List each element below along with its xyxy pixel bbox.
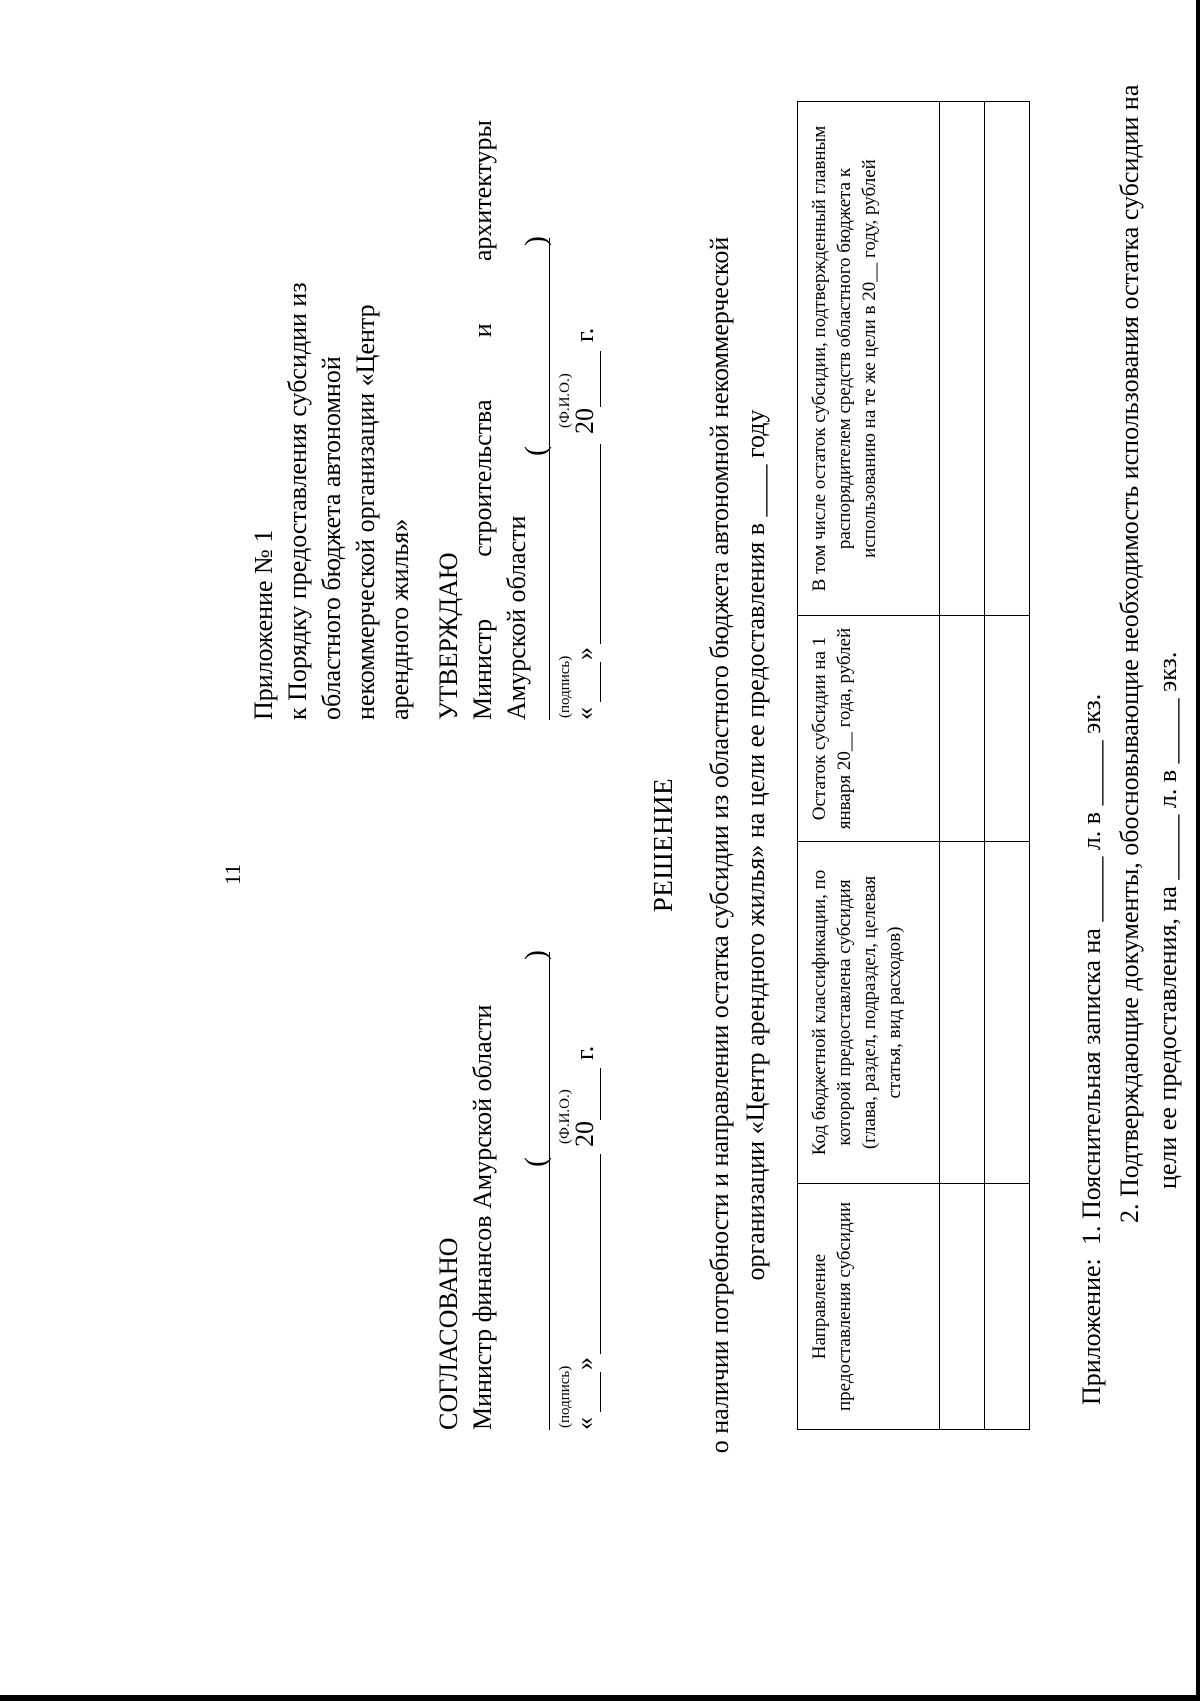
table-cell[interactable]	[985, 616, 1030, 842]
agreed-date-close: »	[570, 1357, 599, 1370]
approved-brace-close: )	[519, 236, 552, 246]
agreed-date-open: «	[570, 1417, 599, 1430]
scan-edge-bottom	[0, 1695, 1200, 1701]
approved-captions	[556, 120, 616, 720]
table-cell[interactable]	[985, 102, 1030, 616]
document-title: РЕШЕНИЕ	[648, 777, 678, 913]
agreed-heading: СОГЛАСОВАНО	[434, 1237, 463, 1430]
subsidy-table	[797, 101, 1030, 1430]
agreed-brace-open: (	[519, 1157, 552, 1167]
approved-heading: УТВЕРЖДАЮ	[434, 552, 463, 720]
annex-line: некоммерческой организации «Центр	[351, 304, 380, 720]
agreed-name-caption: (Ф.И.О.)	[557, 1089, 573, 1144]
appendix-block	[1074, 84, 1184, 1405]
approved-signature-caption: (подпись)	[557, 655, 573, 718]
approved-year-suffix: г.	[570, 327, 599, 342]
table-cell[interactable]	[940, 616, 985, 842]
column-header-balance: Остаток субсидии на 1 января 20__ года, рублей	[798, 616, 940, 842]
column-header-direction: Направление предоставления субсидии	[798, 1184, 940, 1430]
approved-date-open: «	[570, 707, 599, 720]
approved-date-close: »	[570, 647, 599, 660]
appendix-label: Приложение:	[1077, 1258, 1106, 1405]
table-cell[interactable]	[940, 1184, 985, 1430]
agreed-captions	[556, 910, 616, 1430]
table-header-row	[798, 102, 940, 1430]
column-header-confirmed-balance: В том числе остаток субсидии, подтвержденный главным распорядителем средств областного бюджета к использованию на те же цели в 20__ году, рублей	[798, 102, 940, 616]
table-row	[940, 102, 985, 1430]
approved-day-line	[600, 662, 601, 702]
rotated-page	[132, 84, 1182, 1590]
agreed-name-line	[549, 952, 550, 1152]
annex-reference	[247, 120, 417, 720]
appendix-item-1: 1. Пояснительная записка на _____ л. в _____ экз.	[1077, 693, 1106, 1245]
agreed-year-line	[600, 1068, 601, 1120]
approved-year-prefix: 20	[570, 408, 599, 434]
approved-brace-open: (	[519, 446, 552, 456]
annex-line: областного бюджета автономной	[317, 356, 346, 720]
approved-year-line	[600, 351, 601, 407]
table-cell[interactable]	[940, 102, 985, 616]
appendix-item-2-line2: цели ее предоставления, на _____ л. в _____ экз.	[1153, 651, 1182, 1189]
agreed-block	[432, 910, 552, 1430]
annex-line: Приложение № 1	[249, 529, 278, 720]
approved-position-line1: Министр строительства и архитектуры	[468, 120, 497, 720]
approved-month-line	[600, 444, 601, 644]
approved-signature-line	[549, 442, 550, 720]
agreed-position: Министр финансов Амурской области	[468, 1004, 497, 1430]
agreed-year-suffix: г.	[570, 1045, 599, 1060]
subtitle-line: организации «Центр арендного жилья» на цели ее предоставления в ____ году	[741, 409, 770, 1281]
approved-position-line2: Амурской области	[502, 515, 531, 720]
table-cell[interactable]	[985, 842, 1030, 1184]
approved-name-caption: (Ф.И.О.)	[557, 373, 573, 428]
agreed-signature-caption: (подпись)	[557, 1365, 573, 1428]
agreed-day-line	[600, 1372, 601, 1412]
page-number: 11	[220, 863, 245, 885]
agreed-year-prefix: 20	[570, 1121, 599, 1147]
subtitle-line: о наличии потребности и направлении остатка субсидии из областного бюджета автономной некоммерческой	[705, 236, 734, 1454]
approved-block	[432, 120, 552, 720]
table-cell[interactable]	[940, 842, 985, 1184]
agreed-month-line	[600, 1154, 601, 1354]
table-row	[985, 102, 1030, 1430]
document-subtitle	[702, 100, 774, 1590]
approved-name-line	[549, 238, 550, 442]
annex-line: арендного жилья»	[385, 518, 414, 720]
scan-edge-right	[1196, 0, 1200, 1701]
annex-line: к Порядку предоставления субсидии из	[283, 282, 312, 720]
appendix-item-2-line1: 2. Подтверждающие документы, обосновывающие необходимость использования остатка субсидии на	[1115, 84, 1144, 1223]
agreed-signature-line	[549, 1152, 550, 1430]
column-header-budget-code: Код бюджетной классификации, по которой предоставлена субсидия (глава, раздел, подраздел, целевая статья, вид расходов)	[798, 842, 940, 1184]
table-cell[interactable]	[985, 1184, 1030, 1430]
agreed-brace-close: )	[519, 950, 552, 960]
